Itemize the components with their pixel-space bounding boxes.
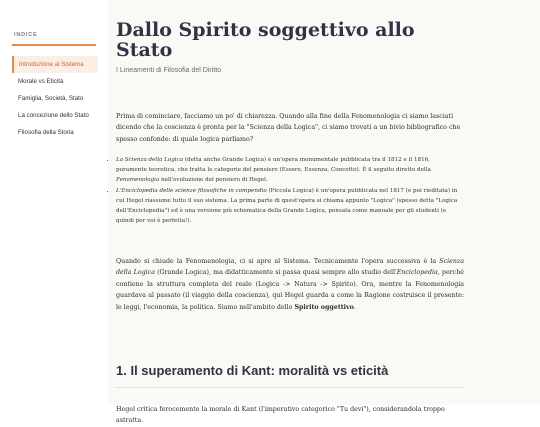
intro-paragraph: Prima di cominciare, facciamo un po' di chiarezza. Quando alla fine della Fenomenologia ci siamo lasciati dicendo che la coscienza è pronta per la "Scienza della Logica", ci siamo trovati a un bivio bibliografico che spesso confonde: di quale logica parliamo?	[116, 113, 461, 143]
body-text: Quando si chiude la Fenomenologia, ci si apre al Sistema. Tecnicamente l'opera successiva è la	[116, 258, 440, 265]
sidebar	[0, 0, 109, 405]
list-item-text: (detta anche Grande Logica) è un'opera monumentale pubblicata tra il 1812 e il 1816, puramente teoretica, che tratta le categorie del pensiero (Essere, Essenza, Concetto). È il seguito diretto della	[116, 157, 431, 174]
sidebar-item-storia[interactable]: Filosofia della Storia	[18, 129, 74, 136]
list-item-text: nell'evoluzione del pensiero di Hegel.	[159, 177, 268, 184]
body-paragraph	[116, 256, 464, 313]
emphasis-text: Enciclopedia	[396, 269, 438, 277]
sidebar-divider	[12, 44, 96, 46]
sidebar-nav	[12, 56, 98, 141]
sidebar-item-introduzione[interactable]: Introduzione al Sistema	[12, 56, 98, 73]
section-heading: 1. Il superamento di Kant: moralità vs eticità	[116, 363, 389, 378]
section-divider	[116, 387, 464, 388]
emphasis-text: Fenomenologia	[116, 177, 160, 184]
emphasis-text: La Scienza della Logica	[116, 157, 184, 163]
list-item-text: (Piccola Logica) è un'opera pubblicata nel 1817 (e poi rieditata) in cui Hegel riassume tutto il suo sistema. La prima parte di quest'opera si chiama appunto "Logica" (spesso detta "Logica dell'Enciclopedia") ed è una versione più schematica della Grande Logica, pensata come manuale per gli studenti (e quindi per voi è perfetta!).	[116, 187, 458, 225]
body-text: .	[353, 303, 356, 311]
strong-text: Spirito oggettivo	[294, 303, 354, 311]
list-item	[116, 155, 461, 186]
sidebar-item-famiglia[interactable]: Famiglia, Società, Stato	[18, 95, 84, 102]
sidebar-item-stato[interactable]: La concezione dello Stato	[18, 112, 89, 119]
emphasis-text: L'Enciclopedia delle scienze filosofiche in compendio	[116, 187, 267, 194]
sidebar-item-morale[interactable]: Morale vs Eticità	[18, 78, 64, 85]
emphasis-text: Scienza della Logica	[116, 258, 464, 277]
main-content	[108, 0, 540, 425]
page-subtitle: I Lineamenti di Filosofia del Diritto	[116, 67, 222, 74]
sidebar-heading: INDICE	[14, 32, 38, 38]
body-text: , perché contiene la struttura completa del reale (Logica -> Natura -> Spirito). Ora, mentre la Fenomenologia guardava al passato (il viaggio della coscienza), qui Hegel guarda a come la Ragione costruisce il presente: le leggi, l'economia, la politica. Siamo nell'ambito dello	[116, 269, 464, 311]
page-title: Dallo Spirito soggettivo allo Stato	[116, 19, 415, 61]
article	[116, 19, 464, 425]
list-item	[116, 186, 461, 227]
section-paragraph: Hegel critica ferocemente la morale di Kant (l'imperativo categorico "Tu devi"), considerandola troppo astratta.	[116, 406, 445, 425]
bullet-list	[108, 155, 461, 226]
body-text: (Grande Logica), ma didatticamente si passa quasi sempre allo studio dell'	[154, 269, 397, 277]
